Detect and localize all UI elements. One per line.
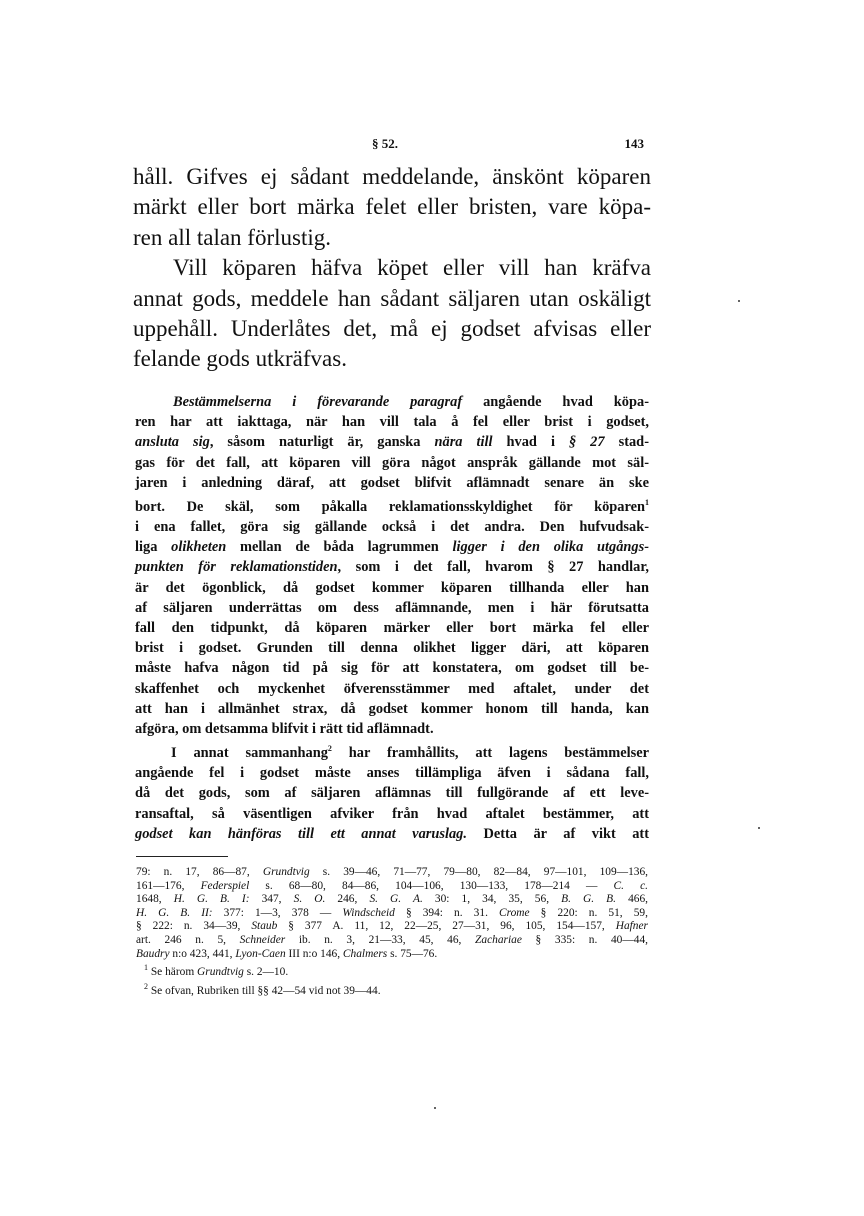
footnote-line — [136, 934, 648, 948]
italic-phrase: Chalmers — [342, 947, 388, 960]
commentary-line: af säljaren underrättas om dess aflämnande, men i här förutsatta — [135, 599, 649, 616]
scan-speck — [434, 1107, 436, 1109]
italic-phrase: § 27 — [568, 434, 605, 451]
text-run: 161—176, — [136, 879, 201, 892]
italic-phrase: Federspiel — [200, 879, 250, 892]
text-run: bort. De skäl, som påkalla reklamationsskyldighet för köparen — [135, 498, 645, 515]
text-run: § 220: n. 51, 59, — [529, 906, 648, 919]
text-run: angående hvad köpa- — [462, 394, 649, 410]
italic-phrase: Crome — [499, 906, 530, 919]
footnote-marker: 2 — [327, 744, 332, 754]
italic-phrase: H. G. B. I: — [173, 893, 250, 906]
text-run: Se ofvan, Rubriken till §§ 42—54 vid not 39—44. — [148, 984, 381, 997]
statute-line: Vill köparen häfva köpet eller vill han kräfva — [173, 255, 651, 281]
text-run: § 335: n. 40—44, — [521, 933, 648, 946]
commentary-line: ransaftal, så väsentligen afviker från hvad aftalet bestämmer, att — [135, 805, 649, 822]
text-run: 377: 1—3, 378 — — [212, 906, 343, 919]
footnote-line — [136, 948, 648, 962]
footnote-line — [136, 880, 648, 894]
italic-phrase: Hafner — [615, 920, 648, 933]
footnote-marker: 1 — [645, 498, 649, 508]
text-run: , som i det fall, hvarom § 27 handlar, — [337, 559, 649, 576]
commentary-line: fall den tidpunkt, då köparen märker eller bort märka fel eller — [135, 620, 649, 637]
section-reference: § 52. — [372, 136, 398, 151]
commentary-line: är det ögonblick, då godset kommer köparen tillhanda eller han — [135, 579, 649, 596]
commentary-line: ren har att iakttaga, när han vill tala å fel eller brist i godset, — [135, 414, 649, 431]
footnote-1 — [136, 961, 648, 979]
footnote-divider — [136, 856, 228, 857]
commentary-line: angående fel i godset måste anses tillämpliga äfven i sådana fall, — [135, 765, 649, 782]
footnotes — [136, 866, 648, 998]
text-run: mellan de båda lagrummen — [226, 539, 453, 556]
footnote-line — [136, 866, 648, 880]
statute-line: felande gods utkräfvas. — [133, 346, 347, 372]
italic-phrase: olikheten — [171, 539, 227, 556]
commentary-line: brist i godset. Grunden till denna olikhet ligger däri, att köparen — [135, 640, 649, 657]
text-run: har framhållits, att lagens bestämmelser — [331, 745, 650, 762]
italic-phrase: Staub — [251, 920, 278, 933]
text-run: § 222: n. 34—39, — [136, 920, 252, 933]
commentary-line: afgöra, om detsamma blifvit i rätt tid aflämnadt. — [135, 721, 434, 738]
running-head — [136, 136, 650, 158]
text-run: stad- — [604, 434, 649, 451]
text-run: § 377 A. 11, 12, 22—25, 27—31, 96, 105, 154—157, — [277, 920, 616, 933]
statute-text — [133, 162, 651, 375]
italic-phrase: punkten för reklamationstiden — [135, 559, 338, 576]
page-number: 143 — [624, 136, 644, 151]
text-run: I annat sammanhang — [171, 745, 328, 762]
commentary-line: skaffenhet och myckenhet öfverensstämmer med aftalet, under det — [135, 680, 649, 697]
italic-phrase: B. G. B. — [561, 893, 616, 906]
text-run: s. 68—80, 84—86, 104—106, 130—133, 178—214 — — [249, 879, 614, 892]
italic-phrase: nära till — [434, 434, 493, 451]
scan-speck — [738, 300, 740, 302]
text-run: art. 246 n. 5, — [136, 933, 240, 946]
commentary-line — [135, 739, 649, 763]
text-run: § 394: n. 31. — [394, 906, 499, 919]
commentary-line: i ena fallet, göra sig gällande också i det andra. Den hufvudsak- — [135, 519, 649, 536]
italic-phrase: ligger i den olika utgångs- — [452, 539, 649, 556]
commentary-line: gas för det fall, att köparen vill göra något anspråk gällande mot säl- — [135, 454, 649, 471]
text-run: ib. n. 3, 21—33, 45, 46, — [285, 933, 476, 946]
commentary-line — [135, 493, 649, 517]
commentary-text — [135, 392, 649, 844]
text-run: 79: n. 17, 86—87, — [136, 866, 263, 878]
text-run: 466, — [616, 893, 649, 906]
statute-line: märkt eller bort märka felet eller bristen, vare köpa- — [133, 194, 651, 220]
italic-phrase: S. G. A. — [369, 893, 423, 906]
commentary-line — [135, 537, 649, 557]
text-run: 347, — [249, 893, 294, 906]
text-run: 246, — [325, 893, 370, 906]
text-run: Detta är af vikt att — [466, 825, 649, 842]
commentary-line — [135, 824, 649, 844]
text-run: s. 2—10. — [243, 965, 289, 978]
commentary-line — [135, 557, 649, 577]
commentary-line — [135, 432, 649, 452]
text-run: 1648, — [136, 893, 174, 906]
italic-phrase: Schneider — [239, 933, 286, 946]
italic-phrase: godset kan hänföras till ett annat varuslag. — [135, 825, 467, 842]
italic-phrase: Windscheid — [342, 906, 395, 919]
statute-line: ren all talan förlustig. — [133, 224, 331, 250]
italic-phrase: Baudry — [136, 947, 170, 960]
commentary-line: jaren i anledning däraf, att godset blifvit aflämnadt senare än ske — [135, 474, 649, 491]
footnote-2 — [136, 980, 648, 998]
text-run: , såsom naturligt är, ganska — [209, 434, 435, 451]
statute-line: uppehåll. Underlåtes det, må ej godset afvisas eller — [133, 316, 651, 342]
footnote-marker: 2 — [144, 981, 148, 991]
italic-phrase: Lyon-Caen — [235, 947, 286, 960]
commentary-line: måste hafva någon tid på sig för att konstatera, om godset till be- — [135, 660, 649, 677]
scan-speck — [758, 827, 760, 829]
commentary-line: då det gods, som af säljaren aflämnas till fullgörande af ett leve- — [135, 785, 649, 802]
text-run: liga — [135, 539, 172, 556]
footnote-line — [136, 920, 648, 934]
italic-phrase: S. O. — [293, 893, 326, 906]
commentary-line: att han i allmänhet strax, då godset kommer honom till handa, kan — [135, 700, 649, 717]
commentary-line — [135, 392, 649, 412]
text-run: n:o 423, 441, — [169, 947, 236, 960]
text-run: III n:o 146, — [285, 947, 343, 960]
statute-line: annat gods, meddele han sådant säljaren utan oskäligt — [133, 285, 651, 311]
footnote-line — [136, 907, 648, 921]
italic-phrase: Grundtvig — [197, 965, 244, 978]
italic-phrase: H. G. B. II: — [136, 906, 213, 919]
footnote-line — [136, 893, 648, 907]
text-run: Se härom — [148, 965, 198, 978]
text-run: s. 75—76. — [387, 947, 438, 960]
italic-phrase: ansluta sig — [135, 434, 210, 451]
text-run: 30: 1, 34, 35, 56, — [422, 893, 562, 906]
italic-phrase: Zachariae — [475, 933, 522, 946]
text-run: hvad i — [492, 434, 569, 451]
text-run: s. 39—46, 71—77, 79—80, 82—84, 97—101, 109—136, — [309, 866, 648, 878]
italic-phrase: C. c. — [613, 879, 649, 892]
italic-phrase: Grundtvig — [262, 866, 310, 878]
statute-line: håll. Gifves ej sådant meddelande, änskönt köparen — [133, 164, 651, 189]
italic-phrase: Bestämmelserna i förevarande paragraf — [173, 394, 463, 410]
footnote-marker: 1 — [144, 963, 148, 973]
